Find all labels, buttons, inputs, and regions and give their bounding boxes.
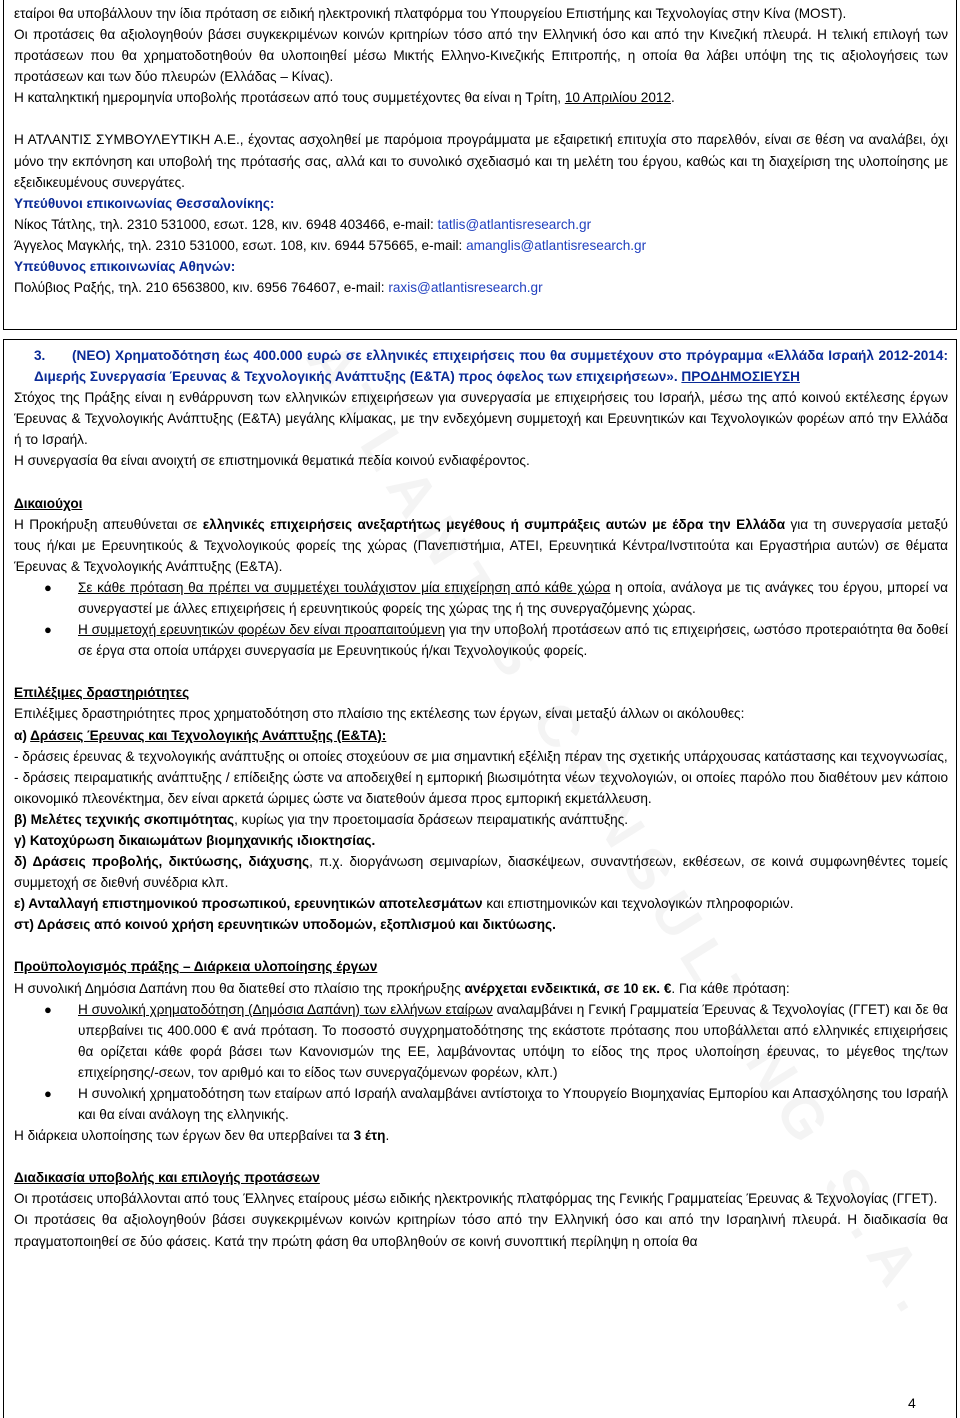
email-link-manglis[interactable]: amanglis@atlantisresearch.gr (466, 237, 647, 253)
heading-beneficiaries: Δικαιούχοι (14, 495, 83, 511)
paragraph-activities-intro: Επιλέξιμες δραστηριότητες προς χρηματοδότηση στο πλαίσιο της εκτέλεσης των έργων, είναι μεταξύ άλλων οι ακόλουθες: (14, 706, 745, 722)
page-number: 4 (908, 1395, 916, 1411)
activity-f: στ) Δράσεις από κοινού χρήση ερευνητικών υποδομών, εξοπλισμού και δικτύωσης. (14, 917, 556, 933)
pre-announcement-tag: ΠΡΟΔΗΜΟΣΙΕΥΣΗ (681, 369, 800, 385)
contact-manglis: Άγγελος Μαγκλής, τηλ. 2310 531000, εσωτ. 108, κιν. 6944 575665, e-mail: amanglis@atlantisresearch.gr (14, 237, 647, 253)
heading-submission: Διαδικασία υποβολής και επιλογής προτάσεων (14, 1170, 320, 1186)
activity-b: β) Μελέτες τεχνικής σκοπιμότητας, κυρίως για την προετοιμασία δράσεων πειραματικής ανάπτυξης. (14, 811, 629, 827)
activity-a-title: α) Δράσεις Έρευνας και Τεχνολογικής Ανάπτυξης (Ε&ΤΑ): (14, 727, 387, 743)
paragraph-beneficiaries: Η Προκήρυξη απευθύνεται σε ελληνικές επιχειρήσεις ανεξαρτήτως μεγέθους ή συμπράξεις αυτών με έδρα την Ελλάδα για τη συνεργασία μεταξύ τους ή/και με Ερευνητικούς & Τεχνολογικούς φορείς της χώρας (Πανεπιστήμια, ΑΤΕΙ, Ερευνητικά Κέντρα/Ινστιτούτα και Εργαστήρια αυτών) σε θέματα Έρευνας & Τεχνολογικής Ανάπτυξης (Ε&ΤΑ). (14, 516, 948, 574)
paragraph-submission-2: Οι προτάσεις θα αξιολογηθούν βάσει συγκεκριμένων κοινών κριτηρίων τόσο από την Ελληνική όσο και από την Ισραηλινή πλευρά. Η διαδικασία θα πραγματοποιηθεί σε δύο φάσεις. Κατά την πρώτη φάση θα υποβληθούν σε κοινή συνοπτική περίληψη η οποία θα (14, 1212, 948, 1249)
beneficiaries-list (14, 577, 948, 661)
list-item: ● Η συνολική χρηματοδότηση (Δημόσια Δαπάνη) των ελλήνων εταίρων αναλαμβάνει η Γενική Γραμματεία Έρευνας & Τεχνολογίας (ΓΓΕΤ) και δε θα υπερβαίνει τις 400.000 € ανά πρόταση. Το ποσοστό συγχρηματοδότησης της εκάστοτε πρότασης που υποβάλλεται από ελληνικές επιχειρήσεις θα ορίζεται κάθε φορά βάσει των Κανονισμών της ΕΕ, λαμβάνοντας υπόψη το είδος της προς υλοποίηση έρευνας, το μέγεθος της/των επιχείρησης/-σεων, τον αριθμό και το είδος των συνεργαζόμενων φορέων, κλπ.) (14, 999, 948, 1083)
heading-athens-contacts: Υπεύθυνος επικοινωνίας Αθηνών: (14, 259, 236, 275)
activity-a1: - δράσεις έρευνας & τεχνολογικής ανάπτυξης οι οποίες στοχεύουν σε μια σημαντική εξέλιξη πέραν της σχετικής υπάρχουσας κατάστασης και τεχνογνωσίας, (14, 748, 948, 764)
contacts-content (14, 3, 948, 298)
heading-eligible-activities: Επιλέξιμες δραστηριότητες (14, 685, 190, 701)
activity-c: γ) Κατοχύρωση δικαιωμάτων βιομηχανικής ιδιοκτησίας. (14, 832, 376, 848)
contact-tatlis: Νίκος Τάτλης, τηλ. 2310 531000, εσωτ. 128, κιν. 6948 403466, e-mail: tatlis@atlantisresearch.gr (14, 216, 592, 232)
bullet-icon: ● (44, 1001, 52, 1017)
bullet-icon: ● (44, 622, 52, 638)
bullet-icon: ● (44, 579, 52, 595)
paragraph-budget: Η συνολική Δημόσια Δαπάνη που θα διατεθεί στο πλαίσιο της προκήρυξης ανέρχεται ενδεικτικά, σε 10 εκ. €. Για κάθε πρόταση: (14, 980, 790, 996)
bullet-icon: ● (44, 1086, 52, 1101)
list-item: ● Σε κάθε πρόταση θα πρέπει να συμμετέχει τουλάχιστον μία επιχείρηση από κάθε χώρα η οποία, ανάλογα με τις ανάγκες του έργου, μπορεί να συνεργαστεί με άλλες επιχειρήσεις ή ερευνητικούς φορείς της χώρας της ή της συνεργαζόμενης χώρας. (14, 577, 948, 619)
section-number: 3. (34, 348, 46, 363)
budget-list (14, 999, 948, 1126)
paragraph-goal: Στόχος της Πράξης είναι η ενθάρρυνση των ελληνικών επιχειρήσεων για συνεργασία με επιχειρήσεις του Ισραήλ, μέσω της από κοινού εκτέλεσης έργων Έρευνας & Τεχνολογικής Ανάπτυξης (Ε&ΤΑ) μεγάλης κλίμακας, με την ενδεχόμενη συμμετοχή και Ερευνητικών και Τεχνολογικών φορέων από την Ελλάδα ή το Ισραήλ. (14, 390, 948, 448)
list-item: ● Η συμμετοχή ερευνητικών φορέων δεν είναι προαπαιτούμενη για την υποβολή προτάσεων από τις επιχειρήσεις, ωστόσο προτεραιότητα θα δοθεί σε έργα στα οποία υπάρχει συνεργασία με Ερευνητικούς ή/και Τεχνολογικούς φορείς. (14, 619, 948, 661)
paragraph-most: εταίροι θα υποβάλλουν την ίδια πρόταση σε ειδική ηλεκτρονική πλατφόρμα του Υπουργείου Επιστήμης και Τεχνολογίας στην Κίνα (MOST). (14, 6, 847, 21)
contact-raxis: Πολύβιος Ραξής, τηλ. 210 6563800, κιν. 6956 764607, e-mail: raxis@atlantisresearch.gr (14, 280, 543, 296)
email-link-raxis[interactable]: raxis@atlantisresearch.gr (388, 280, 543, 296)
heading-thessaloniki-contacts: Υπεύθυνοι επικοινωνίας Θεσσαλονίκης: (14, 195, 275, 211)
activity-a2: - δράσεις πειραματικής ανάπτυξης / επίδειξης ώστε να αποδειχθεί η εμπορική βιωσιμότητα νέων τεχνολογιών, οι οποίες παρόλο που διαθέτουν μεν κάποιο οικονομικό πλεονέκτημα, δεν είναι αρκετά ώριμες ώστε να διατεθούν άμεσα προς εμπορική εκμετάλλευση. (14, 769, 948, 806)
deadline-date: 10 Απριλίου 2012 (564, 90, 672, 106)
paragraph-duration: Η διάρκεια υλοποίησης των έργων δεν θα υπερβαίνει τα 3 έτη. (14, 1128, 390, 1144)
section-title: 3. (ΝΕΟ) Χρηματοδότηση έως 400.000 ευρώ σε ελληνικές επιχειρήσεις που θα συμμετέχουν στο πρόγραμμα «Ελλάδα Ισραήλ 2012-2014: Διμερής Συνεργασία Έρευνας & Τεχνολογικής Ανάπτυξης (Ε&ΤΑ) προς όφελος των επιχειρήσεων». ΠΡΟΔΗΜΟΣΙΕΥΣΗ (14, 345, 948, 387)
list-item: ● Η συνολική χρηματοδότηση των εταίρων από Ισραήλ αναλαμβάνει αντίστοιχα το Υπουργείο Βιομηχανίας Εμπορίου και Απασχόλησης του Ισραήλ και θα είναι ανάλογη της ελληνικής. (14, 1083, 948, 1125)
company-name: Η ΑΤΛΑΝΤΙΣ ΣΥΜΒΟΥΛΕΥΤΙΚΗ Α.Ε. (14, 132, 240, 148)
heading-budget: Προϋπολογισμός πράξης – Διάρκεια υλοποίησης έργων (14, 959, 378, 975)
paragraph-atlantis: Η ΑΤΛΑΝΤΙΣ ΣΥΜΒΟΥΛΕΥΤΙΚΗ Α.Ε., έχοντας ασχοληθεί με παρόμοια προγράμματα με εξαιρετική επιτυχία στο παρελθόν, είναι σε θέση να αναλάβει, όχι μόνο την εκπόνηση και υποβολή της πρότασής σας, αλλά και το συνολικό σχεδιασμό και τη μελέτη του έργου, καθώς και τη διαχείριση της υλοποίησης με εξειδικευμένους συνεργάτες. (14, 132, 948, 190)
paragraph-evaluation: Οι προτάσεις θα αξιολογηθούν βάσει συγκεκριμένων κοινών κριτηρίων τόσο από την Ελληνική όσο και από την Κινεζική πλευρά. Η τελική επιλογή των προτάσεων που θα χρηματοδοτηθούν θα υλοποιηθεί μέσω Μικτής Ελληνο-Κινεζικής Επιτροπής, η οποία θα λάβει υπόψη της τις αξιολογήσεις των προτάσεων και των δύο πλευρών (Ελλάδας – Κίνας). (14, 27, 948, 85)
israel-program-content (14, 345, 948, 1252)
paragraph-open-fields: Η συνεργασία θα είναι ανοιχτή σε επιστημονικά θεματικά πεδία κοινού ενδιαφέροντος. (14, 453, 530, 469)
activity-d: δ) Δράσεις προβολής, δικτύωσης, διάχυσης, π.χ. διοργάνωση σεμιναρίων, διασκέψεων, συναντήσεων, εκθέσεων, σε κοινά συμφωνηθέντες τομείς συμμετοχή σε διεθνή συνέδρια κλπ. (14, 854, 948, 891)
email-link-tatlis[interactable]: tatlis@atlantisresearch.gr (437, 216, 592, 232)
activity-e: ε) Ανταλλαγή επιστημονικού προσωπικού, ερευνητικών αποτελεσμάτων και επιστημονικών και τεχνολογικών πληροφοριών. (14, 896, 794, 912)
paragraph-submission-1: Οι προτάσεις υποβάλλονται από τους Έλληνες εταίρους μέσω ειδικής ηλεκτρονικής πλατφόρμας της Γενικής Γραμματείας Έρευνας & Τεχνολογίας (ΓΓΕΤ). (14, 1191, 938, 1207)
paragraph-deadline: Η καταληκτική ημερομηνία υποβολής προτάσεων από τους συμμετέχοντες θα είναι η Τρίτη, 10 Απριλίου 2012. (14, 90, 675, 106)
